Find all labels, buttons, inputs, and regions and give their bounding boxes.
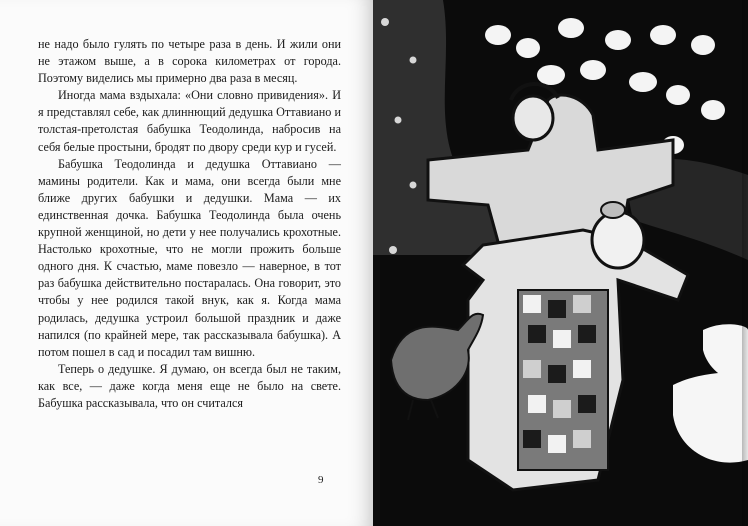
paragraph: Теперь о дедушке. Я думаю, он всегда был не таким, как все, — даже когда меня еще не было на свете. Бабушка рассказывала, что он считался [38, 361, 341, 410]
patchwork-dress [518, 290, 608, 470]
cherry [410, 57, 417, 64]
blossom [629, 72, 657, 92]
left-page[interactable] [0, 0, 373, 526]
blossom [691, 35, 715, 55]
page-text [38, 36, 341, 412]
paragraph: Бабушка Теодолинда и дедушка Оттавиано — мамины родители. Как и мама, они всегда были мне ближе других бабушки и дедушки. Мама — их единственная дочка. Бабушка Теодолинда была очень крупной женщиной, но дети у нее получались крохотные. Настолько крохотные, что не могли прожить больше одного дня. К счастью, маме повезло — наверное, в тот раз бабушка действительно постаралась. Она говорит, это чтобы у нее родился такой внук, как я. Когда мама родилась, дедушка устроил большой праздник и даже напился (по крайней мере, так рассказывала бабушка). А потом пошел в сад и посадил там вишню. [38, 156, 341, 359]
blossom [558, 18, 584, 38]
grandpa-face [513, 96, 553, 140]
cherry [381, 18, 389, 26]
blossom [650, 25, 676, 45]
illustration [373, 0, 748, 526]
blossom [701, 100, 725, 120]
blossom [580, 60, 606, 80]
blossom [537, 65, 565, 85]
grandma-bun [601, 202, 625, 218]
cherry [389, 246, 397, 254]
blossom [485, 25, 511, 45]
right-page-illustration[interactable] [373, 0, 748, 526]
blossom [516, 38, 540, 58]
blossom [605, 30, 631, 50]
cherry [410, 182, 417, 189]
grandma-face [592, 212, 644, 268]
cherry [395, 117, 402, 124]
page-number: 9 [318, 474, 324, 486]
blossom [666, 85, 690, 105]
paragraph: не надо было гулять по четыре раза в день. И жили они не этажом выше, а в сорока километрах от города. Поэтому виделись мы примерно два раза в месяц. [38, 37, 341, 86]
paragraph: Иногда мама вздыхала: «Они словно привидения». И я представлял себе, как длиннющий дедушка Оттавиано и толстая-претолстая бабушка Теодолинда, набросив на себя белые простыни, бродят по двору среди кур и гусей. [38, 88, 341, 154]
